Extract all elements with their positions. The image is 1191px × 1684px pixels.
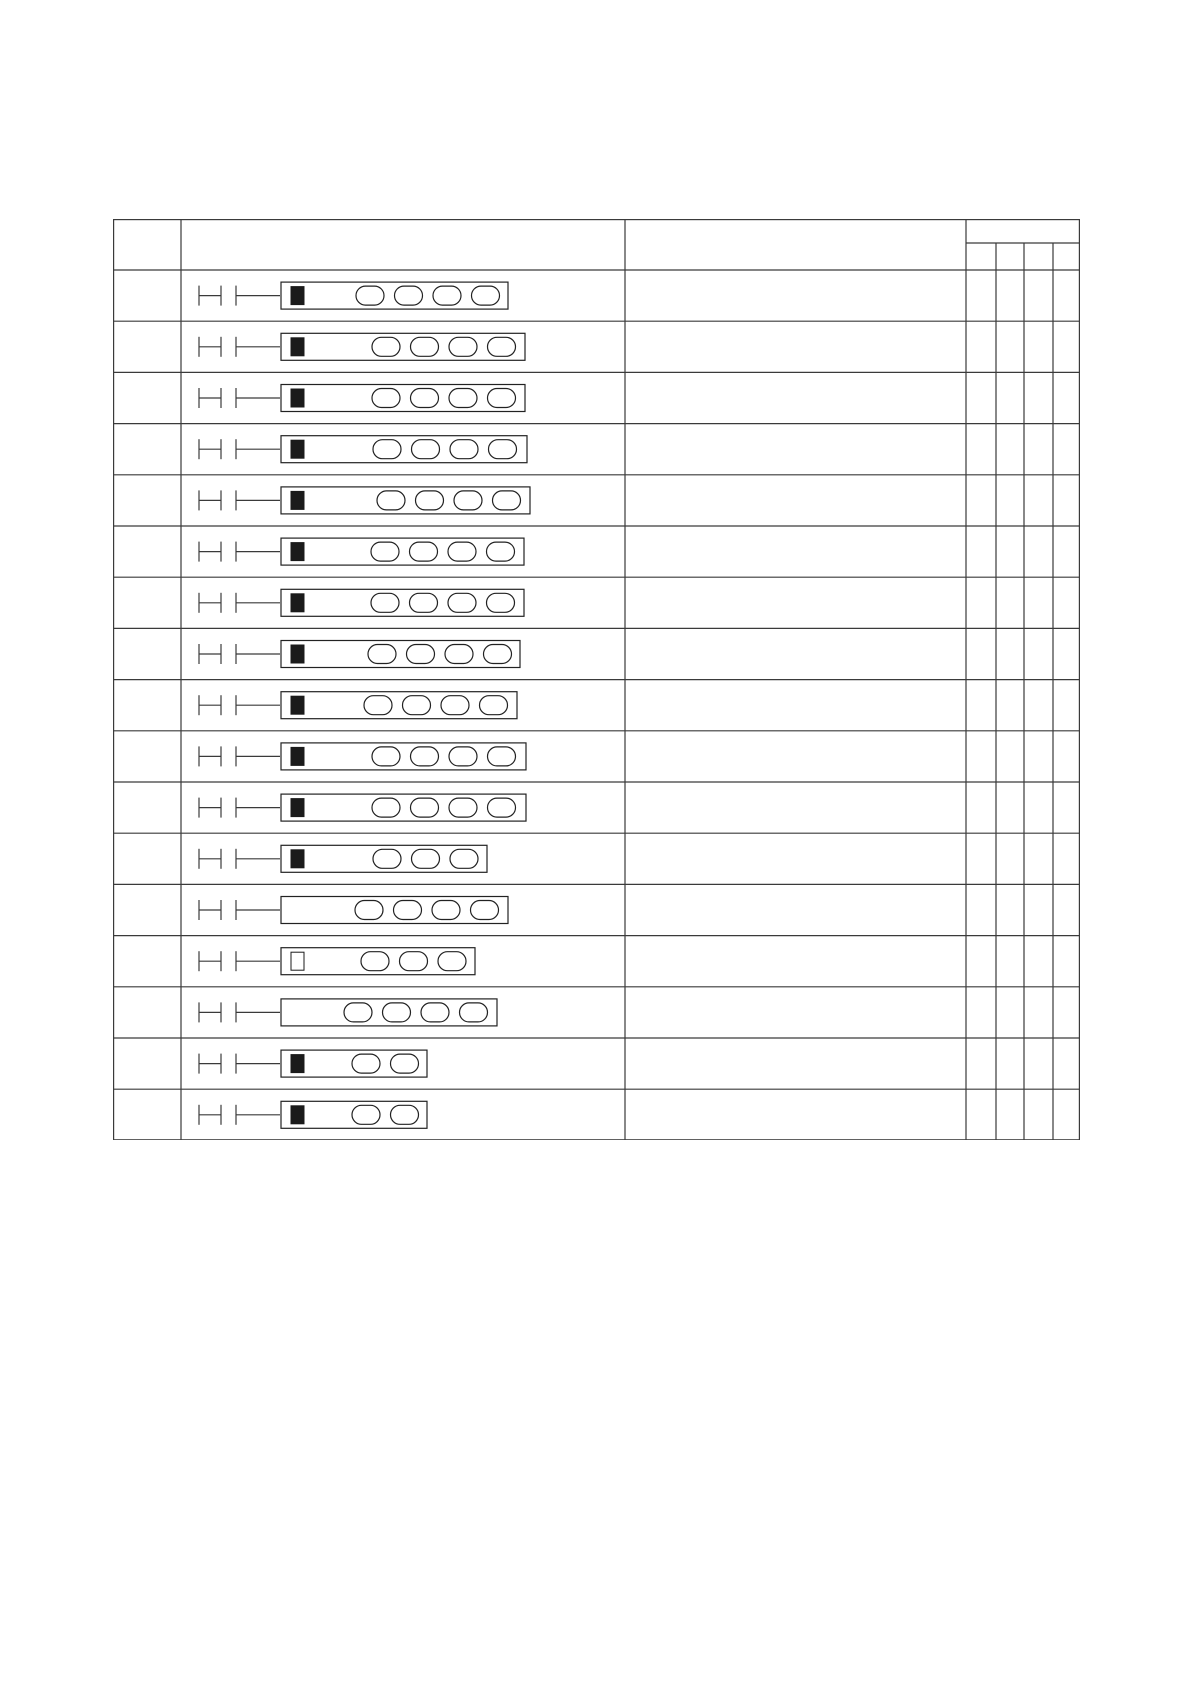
table-row xyxy=(113,424,1080,475)
table-row xyxy=(113,833,1080,884)
table-row xyxy=(113,321,1080,372)
table-row xyxy=(113,731,1080,782)
table-row xyxy=(113,577,1080,628)
table-row xyxy=(113,782,1080,833)
table-row xyxy=(113,1089,1080,1140)
table-row xyxy=(113,987,1080,1038)
table-row xyxy=(113,884,1080,935)
table-row xyxy=(113,1038,1080,1089)
table-row xyxy=(113,372,1080,423)
table-row xyxy=(113,628,1080,679)
table-row xyxy=(113,270,1080,321)
table-row xyxy=(113,475,1080,526)
table-row xyxy=(113,680,1080,731)
table-row xyxy=(113,526,1080,577)
table-row xyxy=(113,936,1080,987)
instruction-table xyxy=(113,219,1080,1140)
